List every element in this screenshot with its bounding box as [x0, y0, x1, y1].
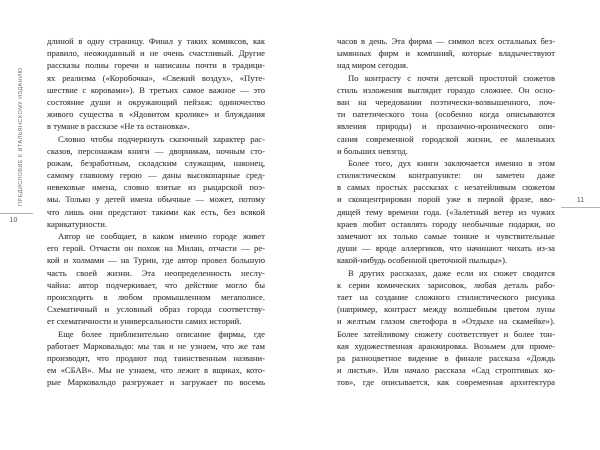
text-line: правило, неожиданный и не очень счастливый. Другие [47, 48, 265, 59]
text-line: рые Марковальдо разгружает и загружает по восемь [47, 377, 265, 388]
text-line: ях реализма («Коробочка», «Свежий воздух», «Путе- [47, 72, 265, 83]
text-line: явления природы) и прозаично-иронического опи- [337, 121, 555, 132]
text-line: ти патетического тона (особенно когда описываются [337, 109, 555, 120]
text-line: в самых простых рассказах с незатейливым сюжетом [337, 182, 555, 193]
text-line: часов в день. Эта фирма — символ всех остальных без- [337, 36, 555, 46]
text-line: над миром сегодня. [337, 60, 409, 71]
text-line: производят, что продают под таинственным названи- [47, 352, 265, 363]
text-line: и больших невзгод. [337, 145, 408, 156]
text-line: его герой. Отчасти он похож на Милан, отчасти — ре- [47, 243, 265, 254]
text-line: рожам, безработным, складским служащим, наконец, [47, 157, 265, 168]
text-line: Схематичный и условный образ города соответству- [47, 304, 265, 315]
page-number-right: 11 [576, 197, 585, 204]
text-line: ем «СБАВ». Мы не узнаем, что лежит в ящиках, кото- [47, 365, 265, 376]
text-line: к серии комических зарисовок, любая деталь рабо- [337, 279, 555, 290]
text-line: кой и холмами — на Турин, где автор провел большую [47, 255, 265, 266]
page-number-left: 10 [9, 217, 18, 224]
text-line: чайна: автор подчеркивает, что действие могло бы [47, 279, 265, 290]
chapter-title-sidebar: ПРЕДИСЛОВИЕ К ИТАЛЬЯНСКОМУ ИЗДАНИЮ [18, 67, 24, 206]
text-line: Более того, дух книги заключается именно в этом [348, 157, 555, 168]
text-line: и листья». Или начало рассказа «Сад строптивых ко- [337, 365, 555, 376]
text-line: мы. Только у детей имена обычные — может, потому [47, 194, 265, 205]
text-line: По контрасту с почти детской простотой сюжетов [348, 72, 555, 83]
text-line: карикатурности. [47, 218, 108, 229]
text-line: шествие с коровами»). В третьих самое важное — это [47, 84, 265, 95]
text-line: и сконцентрирован порой уже в первой фразе, вво- [337, 194, 555, 205]
text-line: (например, контраст между волшебным цветом луны [337, 304, 555, 315]
text-line: кая художественная аранжировка. Возьмем для приме- [337, 340, 555, 351]
folio-rule-left [0, 213, 33, 214]
text-line: длиной в одну страницу. Финал у таких комиксов, как [47, 36, 265, 46]
text-line: Более затейливому сюжету соответствует и более тон- [337, 328, 555, 339]
text-line: ра разноцветное видение в финале рассказа «Дождь [337, 352, 555, 363]
text-line: стиль изложения выглядит гораздо сложнее. Он осно- [337, 84, 555, 95]
text-line: тает на создание сложного стилистического рисунка [337, 291, 555, 302]
text-line: стилистическом контрапункте: он заметен даже [337, 170, 555, 181]
text-line: В других рассказах, даже если их сюжет сводится [348, 267, 555, 278]
text-line: сказов, персонажам книги — дворникам, ночным сто- [47, 145, 265, 156]
text-line: Еще более приблизительно описание фирмы, где [58, 328, 265, 339]
text-line: в тумане в рассказе «Не та остановка». [47, 121, 190, 132]
text-line: души — вроде аллергиков, что начинают чихать из-за [337, 243, 555, 254]
text-line: какой-нибудь особенной цветочной пыльцы»). [337, 255, 508, 266]
text-line: что лишь они предстают такими как есть, без всякой [47, 206, 265, 217]
right-page-text-column [337, 35, 555, 388]
text-line: дящей тему времени года. («Залетный ветер из чужих [337, 206, 555, 217]
text-line: происходить в любом промышленном мегаполисе. [47, 291, 265, 302]
left-page-text-column [47, 35, 265, 388]
text-line: рассказы полны горечи и написаны почти в традици- [47, 60, 265, 71]
text-line: замечают их только самые тонкие и чувствительные [337, 231, 555, 241]
text-line: состояние души и окружающий пейзаж: одиночество [47, 96, 265, 107]
text-line: ет схематичности и универсальности самих историй. [47, 316, 242, 327]
text-line: и желтым глазом светофора в «Отдыхе на скамейке»). [337, 316, 555, 327]
text-line: невековые имена, словно взятые из рыцарской поэ- [47, 182, 265, 193]
text-line: ымянных фирм и компаний, которые владычествуют [337, 48, 555, 59]
text-line: Автор не сообщает, в каком именно городе живет [58, 231, 265, 241]
text-line: сания современной городской жизни, ее маленьких [337, 133, 555, 144]
text-line: краев любит оставлять городу необычные подарки, но [337, 218, 555, 229]
text-line: часть своей жизни. Эта неопределенность неслу- [47, 267, 265, 278]
text-line: Словно чтобы подчеркнуть сказочный характер рас- [58, 133, 265, 144]
text-line: ван на чередовании поэтически-возвышенного, поч- [337, 96, 555, 107]
text-line: тов», где описывается, как современная архитектура [337, 377, 555, 388]
text-line: работает Марковальдо: мы так и не узнаем, что же там [47, 340, 265, 351]
text-line: живого существа в «Ядовитом кролике» и блуждания [47, 109, 265, 120]
text-line: самому главному герою — даны высокопарные сред- [47, 170, 265, 181]
folio-rule-right [561, 207, 600, 208]
